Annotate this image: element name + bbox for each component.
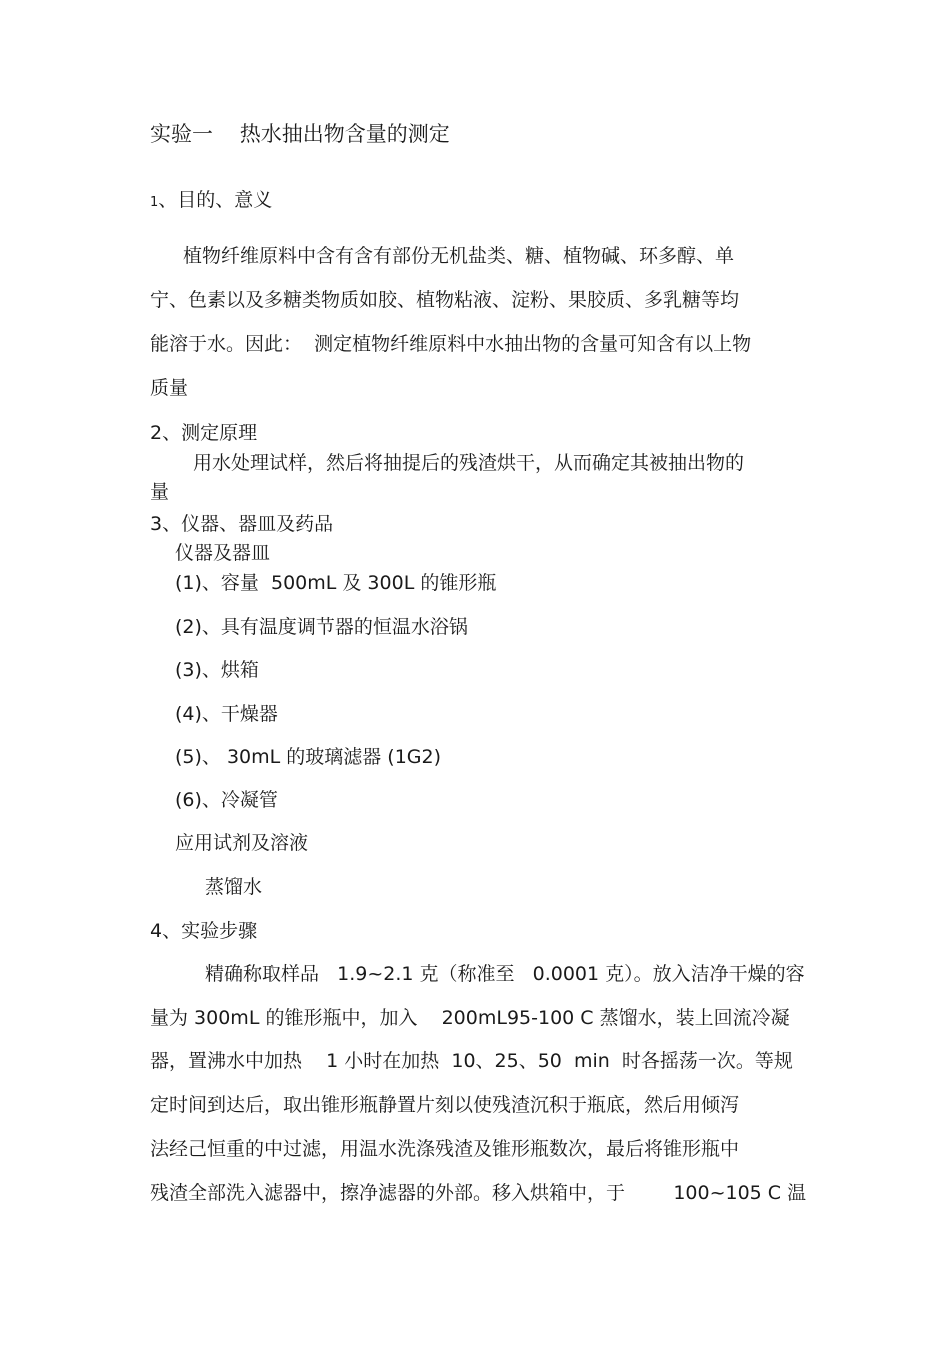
- list-item: (2)、具有温度调节器的恒温水浴锅: [175, 616, 468, 638]
- paragraph-line: 量为 300mL 的锥形瓶中，加入 200mL95-100 C 蒸馏水，装上回流冷凝: [150, 1007, 790, 1029]
- section-2-heading: 2、测定原理: [150, 422, 258, 444]
- paragraph-line: 法经己恒重的中过滤，用温水洗涤残渣及锥形瓶数次，最后将锥形瓶中: [150, 1138, 740, 1160]
- list-item: (3)、烘箱: [175, 659, 259, 681]
- paragraph-line: 残渣全部洗入滤器中，擦净滤器的外部。移入烘箱中，于 100~105 C 温: [150, 1182, 807, 1204]
- paragraph-line: 用水处理试样，然后将抽提后的残渣烘干，从而确定其被抽出物的: [193, 452, 745, 474]
- list-item: (6)、冷凝管: [175, 789, 278, 811]
- page-title: 实验一 热水抽出物含量的测定: [150, 122, 450, 146]
- section-1-number: 1: [150, 195, 159, 210]
- paragraph-line: 定时间到达后，取出锥形瓶静置片刻以使残渣沉积于瓶底，然后用倾泻: [150, 1094, 740, 1116]
- paragraph-line: 精确称取样品 1.9~2.1 克（称准至 0.0001 克）。放入洁净干燥的容: [205, 963, 805, 985]
- paragraph-line: 器，置沸水中加热 1 小时在加热 10、25、50 min 时各摇荡一次。等规: [150, 1050, 793, 1072]
- paragraph-line: 量: [150, 481, 170, 503]
- list-item: (5)、 30mL 的玻璃滤器 (1G2): [175, 746, 442, 768]
- list-item: (1)、容量 500mL 及 300L 的锥形瓶: [175, 572, 497, 594]
- section-3-heading: 3、仪器、器皿及药品: [150, 513, 334, 535]
- section-1-heading-text: 、目的、意义: [158, 189, 273, 211]
- paragraph-line: 能溶于水。因此： 测定植物纤维原料中水抽出物的含量可知含有以上物: [150, 333, 752, 355]
- reagent-item: 蒸馏水: [205, 876, 263, 898]
- paragraph-line: 植物纤维原料中含有含有部份无机盐类、糖、植物碱、环多醇、单: [183, 245, 735, 267]
- list-item: (4)、干燥器: [175, 703, 278, 725]
- paragraph-line: 质量: [150, 377, 189, 399]
- subheading-instruments: 仪器及器皿: [175, 542, 271, 564]
- section-4-heading: 4、实验步骤: [150, 920, 258, 942]
- section-1-heading: [150, 188, 272, 215]
- paragraph-line: 宁、色素以及多糖类物质如胶、植物粘液、淀粉、果胶质、多乳糖等均: [150, 289, 740, 311]
- subheading-reagents: 应用试剂及溶液: [175, 832, 309, 854]
